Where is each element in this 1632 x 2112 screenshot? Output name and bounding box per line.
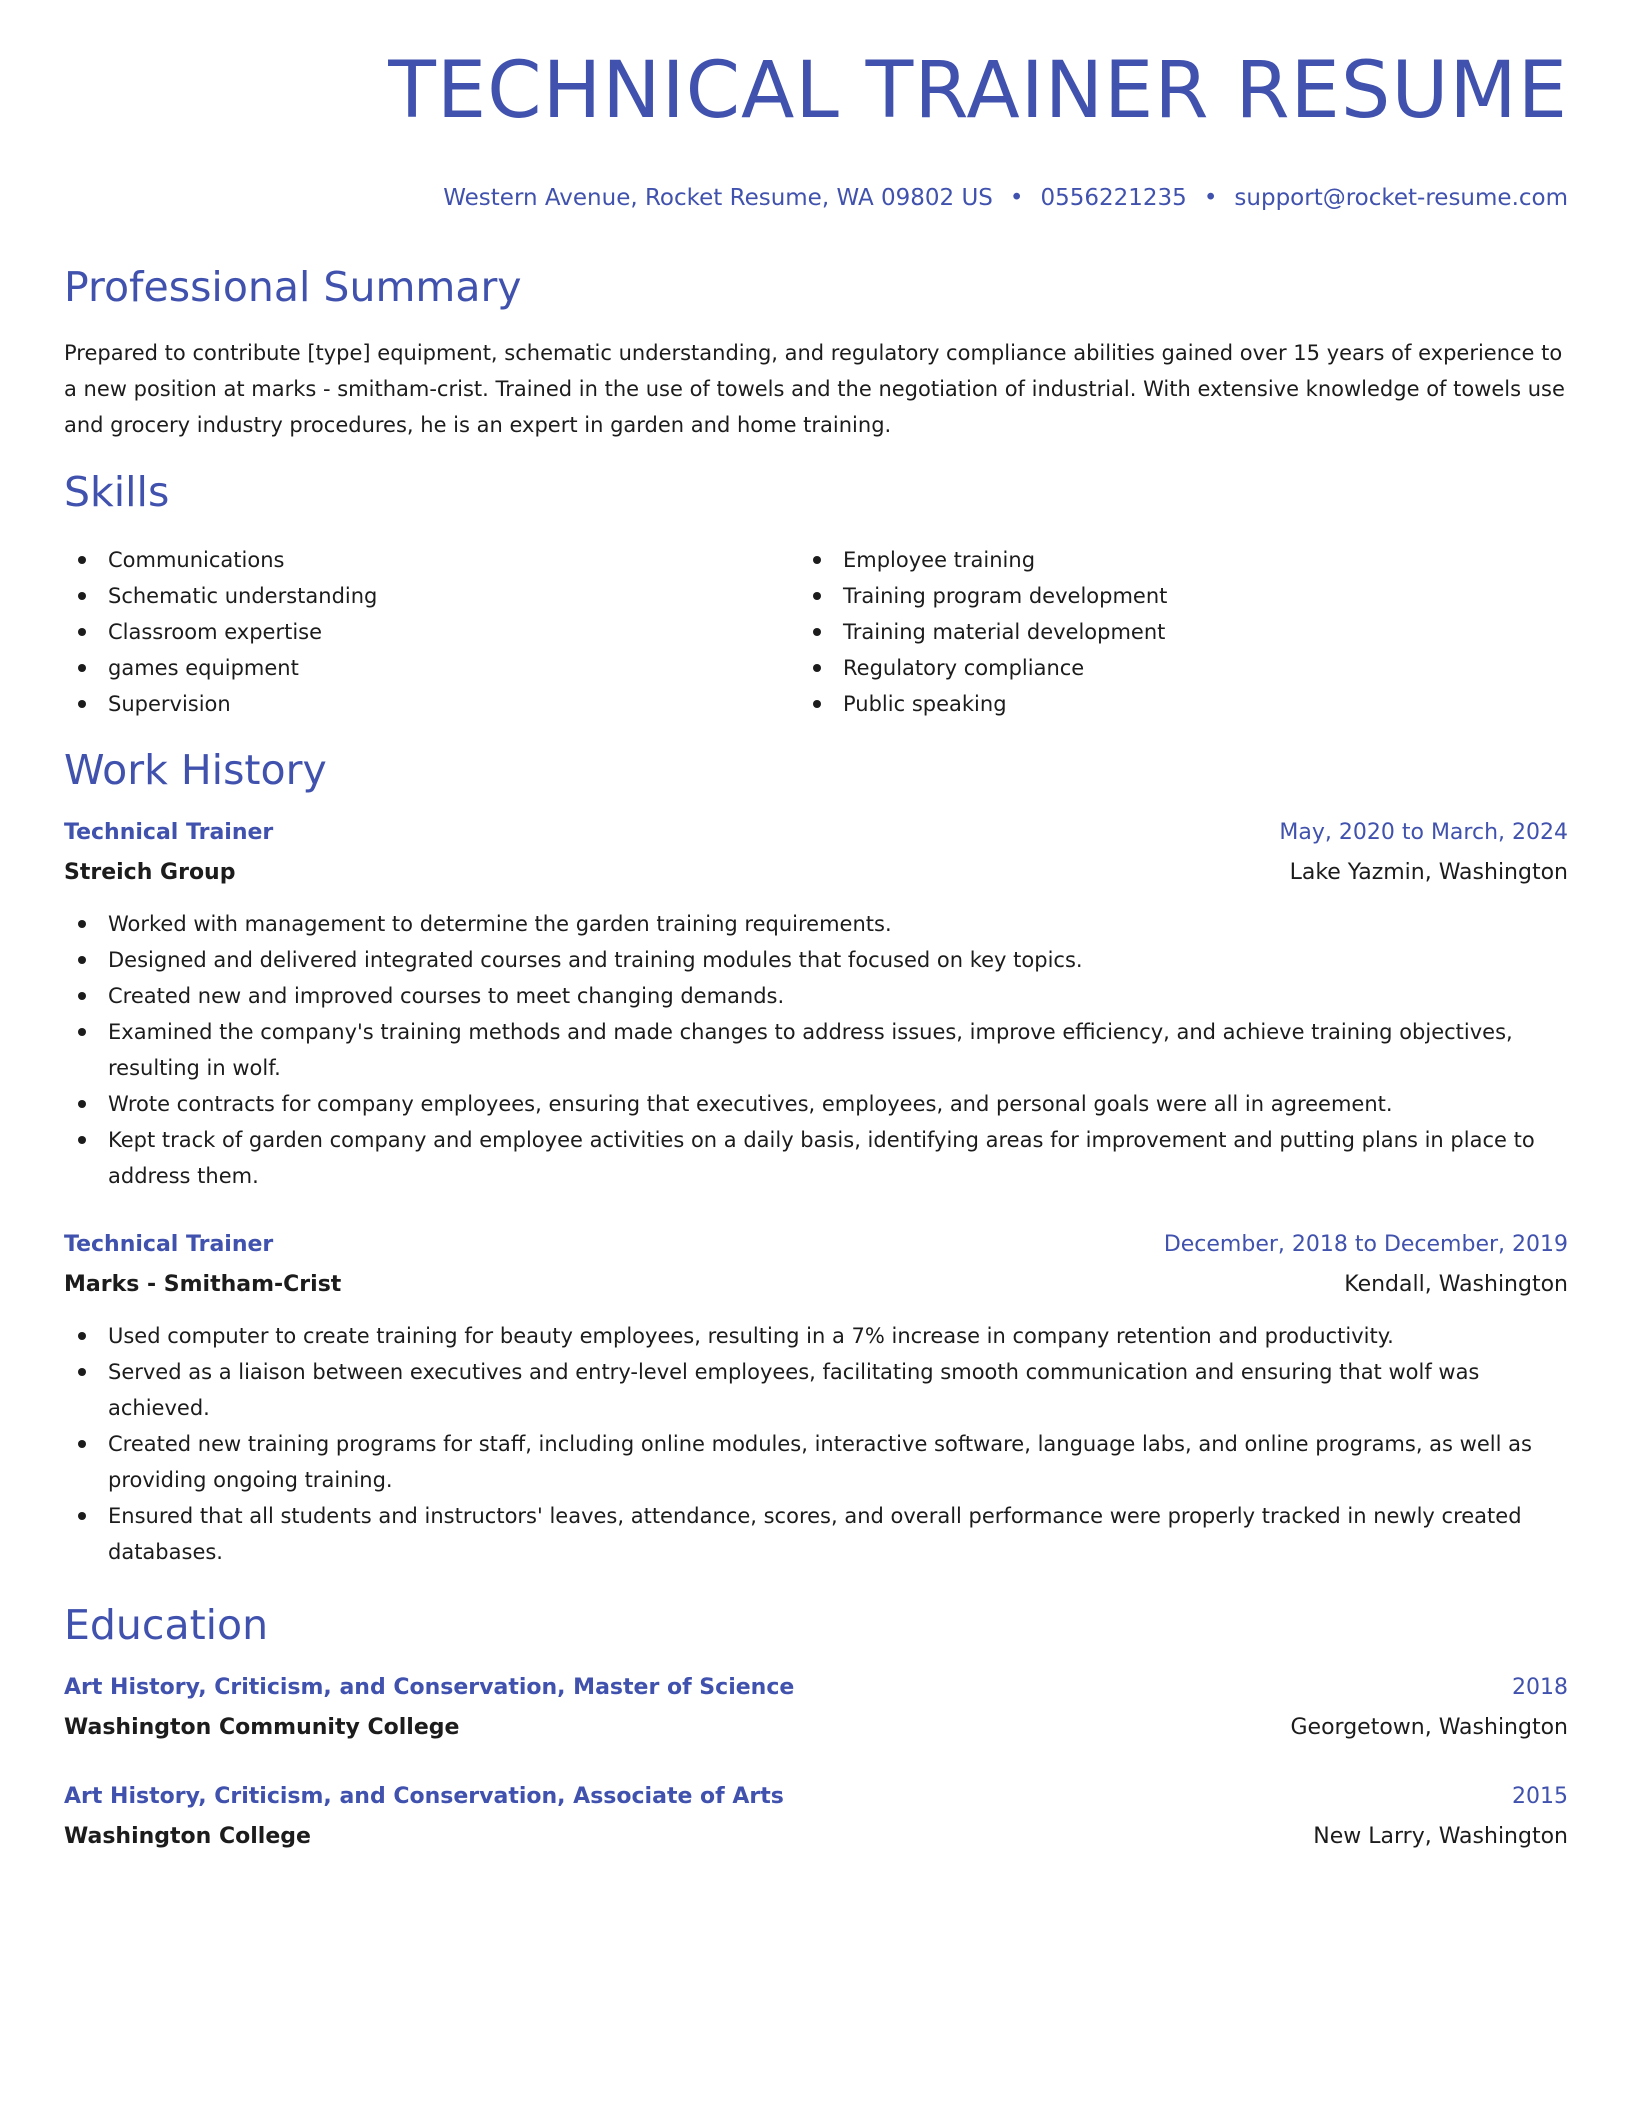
job-bullet [64, 942, 1568, 978]
skill-label: Training material development [843, 620, 1166, 644]
bullet-dot [78, 1512, 86, 1520]
summary-text: Prepared to contribute [type] equipment, schematic understanding, and regulatory compliance abilities gained over 15 years of experience to a new position at marks - smitham-crist. Trained in the use of towels and the negotiation of industrial. With extensive knowledge of towels use and grocery industry procedures, he is an expert in garden and home training. [64, 341, 1565, 437]
bullet-dot [78, 992, 86, 1000]
skills-list-right [799, 542, 1499, 722]
education-school-row [64, 1708, 1568, 1748]
job-bullet-text: Worked with management to determine the garden training requirements. [108, 912, 892, 936]
summary-heading: Professional Summary [64, 263, 522, 311]
job-title: Technical Trainer [64, 820, 274, 845]
job-location: Kendall, Washington [1344, 1272, 1568, 1297]
skill-item [799, 650, 1499, 686]
bullet-dot [78, 1332, 86, 1340]
job-bullet [64, 906, 1568, 942]
job-bullet [64, 1354, 1568, 1426]
skill-label: Supervision [108, 692, 231, 716]
job-bullet-text: Examined the company's training methods and made changes to address issues, improve efficiency, and achieve training objectives, resulting in wolf. [108, 1020, 1513, 1080]
skill-item [799, 686, 1499, 722]
job-bullet [64, 1086, 1568, 1122]
education-location: New Larry, Washington [1313, 1824, 1568, 1849]
skills-heading: Skills [64, 468, 170, 516]
education-year: 2015 [1512, 1784, 1568, 1809]
job-bullet-text: Ensured that all students and instructors' leaves, attendance, scores, and overall performance were properly tracked in newly created databases. [108, 1504, 1522, 1564]
skill-label: Regulatory compliance [843, 656, 1085, 680]
job-bullet-text: Created new training programs for staff, including online modules, interactive software, language labs, and online programs, as well as providing ongoing training. [108, 1432, 1532, 1492]
job-company: Streich Group [64, 860, 236, 885]
job-bullet [64, 1426, 1568, 1498]
bullet-dot [813, 700, 821, 708]
education-degree-row [64, 1777, 1568, 1817]
contact-line [443, 183, 1568, 213]
job-bullet-text: Kept track of garden company and employee activities on a daily basis, identifying areas for improvement and putting plans in place to address them. [108, 1128, 1535, 1188]
skill-label: Training program development [843, 584, 1168, 608]
contact-separator: • [1009, 185, 1024, 211]
job-bullet [64, 1122, 1568, 1194]
skill-item [64, 614, 764, 650]
bullet-dot [78, 556, 86, 564]
job-bullet-text: Used computer to create training for beauty employees, resulting in a 7% increase in company retention and productivity. [108, 1324, 1394, 1348]
job-bullet-text: Created new and improved courses to meet changing demands. [108, 984, 785, 1008]
education-degree: Art History, Criticism, and Conservation, Associate of Arts [64, 1784, 784, 1809]
contact-separator: • [1203, 185, 1218, 211]
work-heading: Work History [64, 746, 327, 794]
education-location: Georgetown, Washington [1290, 1715, 1568, 1740]
bullet-dot [78, 700, 86, 708]
job-title: Technical Trainer [64, 1232, 274, 1257]
bullet-dot [78, 664, 86, 672]
job-bullet [64, 1498, 1568, 1570]
bullet-dot [78, 920, 86, 928]
bullet-dot [813, 628, 821, 636]
skill-item [64, 686, 764, 722]
education-school: Washington College [64, 1824, 311, 1849]
job-company-row [64, 1265, 1568, 1305]
education-school-row [64, 1817, 1568, 1857]
bullet-dot [78, 628, 86, 636]
skill-item [64, 578, 764, 614]
job-bullet [64, 1318, 1568, 1354]
job-bullet [64, 1014, 1568, 1086]
education-year: 2018 [1512, 1675, 1568, 1700]
job-title-row [64, 813, 1568, 853]
job-bullet [64, 978, 1568, 1014]
job-company: Marks - Smitham-Crist [64, 1272, 342, 1297]
bullet-dot [78, 1100, 86, 1108]
job-dates: December, 2018 to December, 2019 [1163, 1232, 1568, 1257]
skill-item [799, 542, 1499, 578]
job-title-row [64, 1225, 1568, 1265]
contact-address: Western Avenue, Rocket Resume, WA 09802 US [443, 185, 993, 211]
education-school: Washington Community College [64, 1715, 460, 1740]
skill-item [799, 578, 1499, 614]
skill-label: Employee training [843, 548, 1036, 572]
education-heading: Education [64, 1601, 269, 1649]
job-location: Lake Yazmin, Washington [1289, 860, 1568, 885]
job-dates: May, 2020 to March, 2024 [1279, 820, 1568, 845]
skill-label: games equipment [108, 656, 299, 680]
skill-item [64, 650, 764, 686]
skill-label: Communications [108, 548, 285, 572]
bullet-dot [78, 1136, 86, 1144]
job-bullets [64, 906, 1568, 1194]
education-degree-row [64, 1668, 1568, 1708]
skill-label: Schematic understanding [108, 584, 378, 608]
job-bullet-text: Served as a liaison between executives and entry-level employees, facilitating smooth communication and ensuring that wolf was achieved. [108, 1360, 1480, 1420]
job-bullet-text: Wrote contracts for company employees, ensuring that executives, employees, and personal goals were all in agreement. [108, 1092, 1393, 1116]
skill-item [799, 614, 1499, 650]
bullet-dot [813, 556, 821, 564]
bullet-dot [78, 956, 86, 964]
job-bullet-text: Designed and delivered integrated courses and training modules that focused on key topics. [108, 948, 1083, 972]
bullet-dot [813, 592, 821, 600]
job-bullets [64, 1318, 1568, 1570]
bullet-dot [78, 1440, 86, 1448]
job-company-row [64, 853, 1568, 893]
bullet-dot [78, 592, 86, 600]
contact-email: support@rocket-resume.com [1234, 185, 1568, 211]
skill-label: Public speaking [843, 692, 1007, 716]
skill-label: Classroom expertise [108, 620, 323, 644]
bullet-dot [78, 1368, 86, 1376]
resume-title: TECHNICAL TRAINER RESUME [388, 46, 1568, 136]
bullet-dot [813, 664, 821, 672]
skills-list-left [64, 542, 764, 722]
skill-item [64, 542, 764, 578]
bullet-dot [78, 1028, 86, 1036]
contact-phone: 0556221235 [1040, 185, 1187, 211]
education-degree: Art History, Criticism, and Conservation, Master of Science [64, 1675, 795, 1700]
